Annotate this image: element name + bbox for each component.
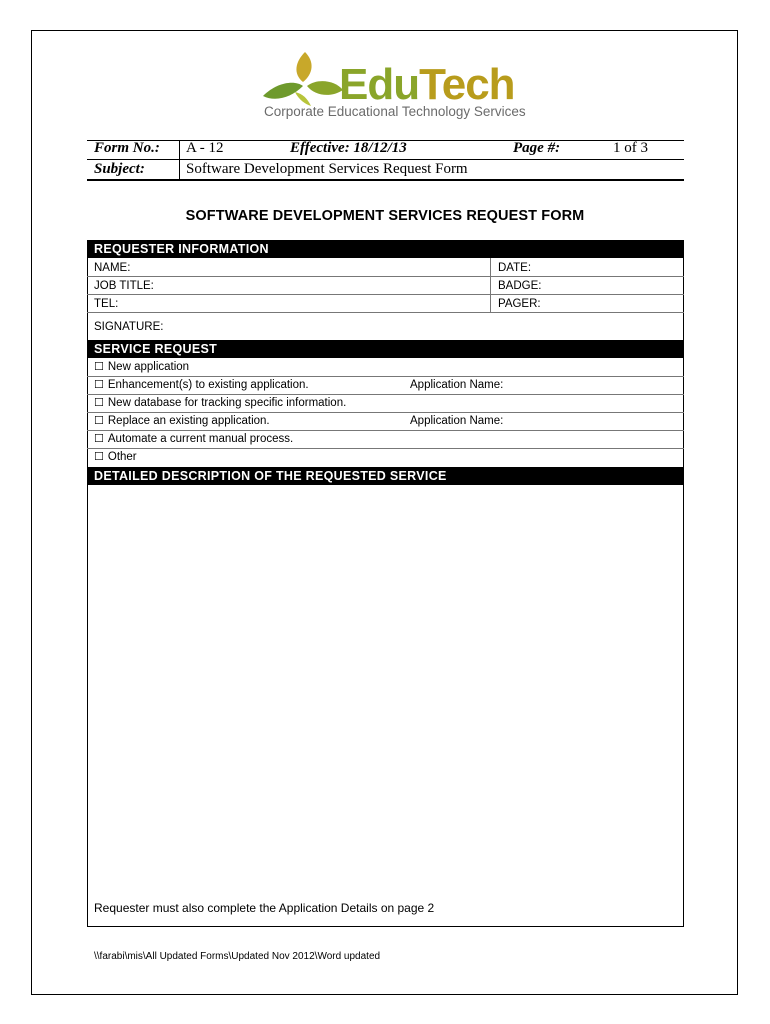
date-field[interactable]: DATE:: [498, 262, 532, 274]
row-divider: [87, 276, 684, 277]
row-divider: [87, 448, 684, 449]
tel-field[interactable]: TEL:: [94, 298, 119, 310]
logo-tagline: Corporate Educational Technology Services: [264, 104, 526, 119]
subject-value: Software Development Services Request Form: [186, 161, 468, 177]
description-text-area[interactable]: [87, 485, 684, 927]
page-value: 1 of 3: [613, 140, 648, 156]
application-name-field[interactable]: Application Name:: [410, 415, 504, 427]
footer-file-path: \\farabi\mis\All Updated Forms\Updated Nov 2012\Word updated: [94, 951, 381, 962]
form-no-value: A - 12: [186, 140, 224, 156]
checkbox-icon[interactable]: ☐: [94, 360, 104, 373]
row-divider: [87, 394, 684, 395]
service-request-section-header: SERVICE REQUEST: [87, 340, 684, 358]
checkbox-icon[interactable]: ☐: [94, 378, 104, 391]
row-divider: [87, 294, 684, 295]
row-divider: [87, 376, 684, 377]
option-new-database[interactable]: ☐ New database for tracking specific information.: [94, 396, 347, 409]
col-divider: [490, 258, 491, 312]
description-section-header: DETAILED DESCRIPTION OF THE REQUESTED SERVICE: [87, 467, 684, 485]
job-title-field[interactable]: JOB TITLE:: [94, 280, 154, 292]
checkbox-icon[interactable]: ☐: [94, 432, 104, 445]
header-col-divider: [179, 140, 180, 180]
checkbox-icon[interactable]: ☐: [94, 396, 104, 409]
signature-field[interactable]: SIGNATURE:: [94, 321, 164, 333]
requester-section-header: REQUESTER INFORMATION: [87, 240, 684, 258]
option-new-application[interactable]: ☐ New application: [94, 360, 190, 373]
option-other[interactable]: ☐ Other: [94, 450, 137, 463]
row-divider: [87, 412, 684, 413]
row-divider: [87, 430, 684, 431]
form-title: SOFTWARE DEVELOPMENT SERVICES REQUEST FORM: [185, 208, 585, 224]
name-field[interactable]: NAME:: [94, 262, 131, 274]
checkbox-icon[interactable]: ☐: [94, 414, 104, 427]
effective-date: Effective: 18/12/13: [290, 140, 407, 156]
header-mid-rule: [87, 159, 684, 160]
checkbox-icon[interactable]: ☐: [94, 450, 104, 463]
form-no-label: Form No.:: [94, 140, 160, 156]
pager-field[interactable]: PAGER:: [498, 298, 541, 310]
option-enhancement[interactable]: ☐ Enhancement(s) to existing application.: [94, 378, 309, 391]
description-note: Requester must also complete the Application Details on page 2: [94, 901, 435, 915]
option-replace-application[interactable]: ☐ Replace an existing application.: [94, 414, 270, 427]
edutech-logo: [255, 44, 526, 124]
option-automate-process[interactable]: ☐ Automate a current manual process.: [94, 432, 294, 445]
logo-wordmark: EduTech: [339, 60, 515, 109]
application-name-field[interactable]: Application Name:: [410, 379, 504, 391]
badge-field[interactable]: BADGE:: [498, 280, 542, 292]
subject-label: Subject:: [94, 161, 145, 177]
row-divider: [87, 312, 684, 313]
header-bottom-rule: [87, 179, 684, 181]
page-label: Page #:: [513, 140, 561, 156]
